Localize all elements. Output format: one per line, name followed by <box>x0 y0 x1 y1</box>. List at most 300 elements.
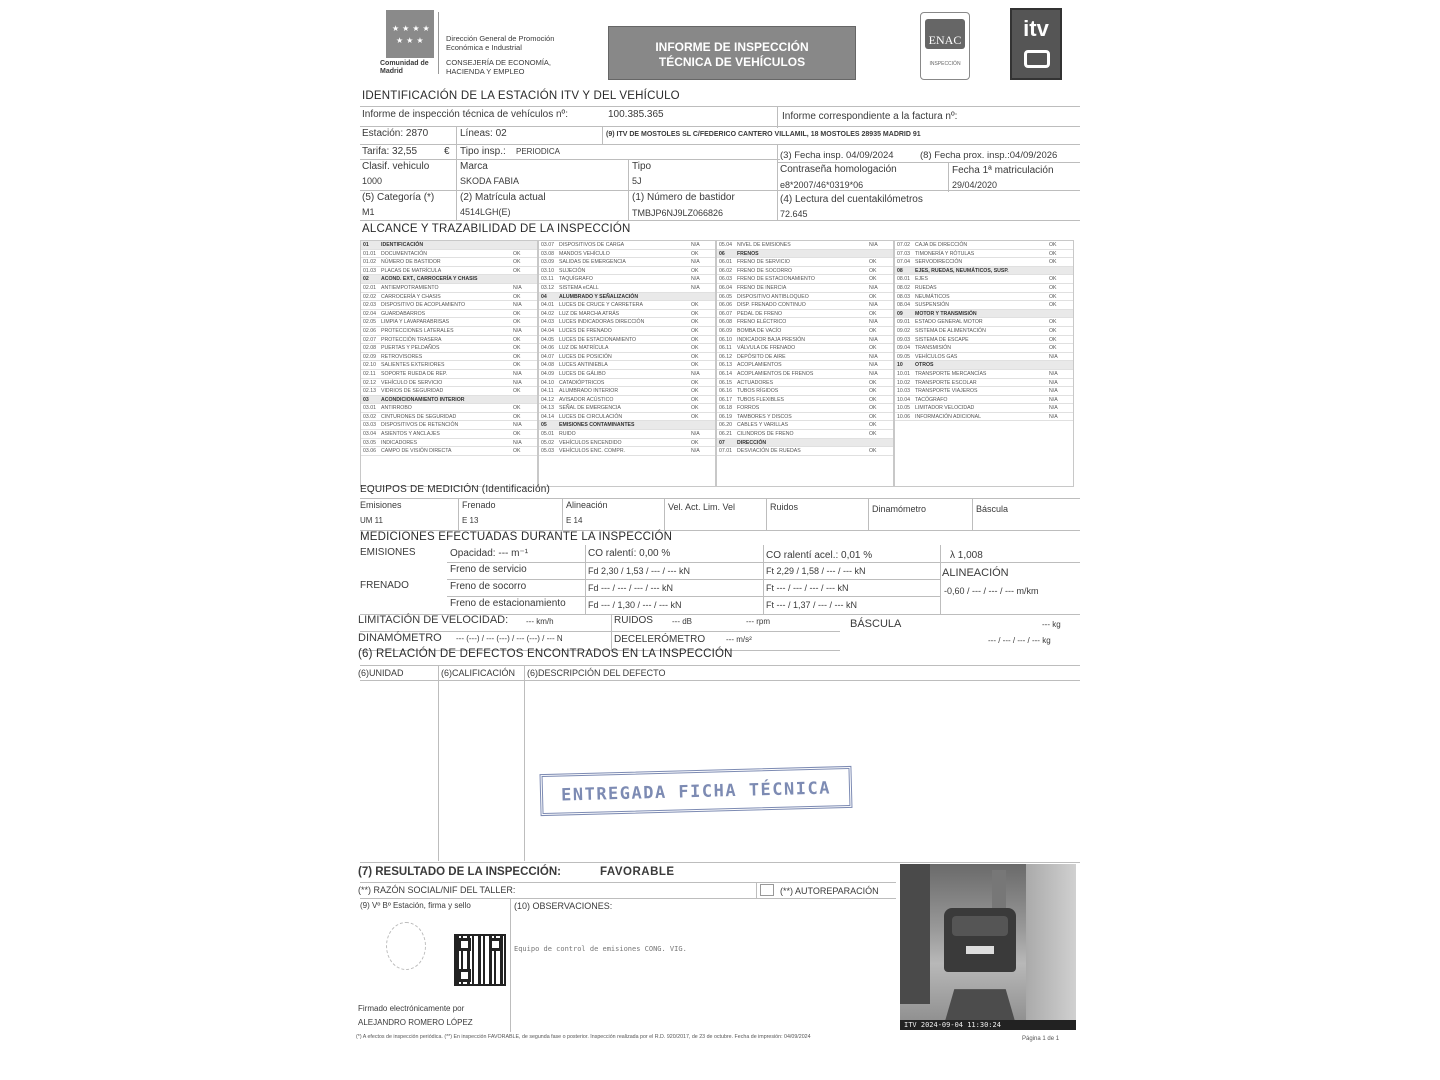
scope-item-row <box>361 353 537 362</box>
scope-item-desc: ANTIEMPOTRAMIENTO <box>381 284 439 291</box>
defects-section-title: (6) RELACIÓN DE DEFECTOS ENCONTRADOS EN LA INSPECCIÓN <box>358 648 733 660</box>
vehicle-photo <box>900 864 1076 1030</box>
scope-item-result: OK <box>1049 302 1057 309</box>
scope-item-code: 04.09 <box>541 370 554 377</box>
scope-item-result: OK <box>869 413 877 420</box>
parking-brake-label: Freno de estacionamiento <box>450 598 566 609</box>
scope-item-code: 04.12 <box>541 396 554 403</box>
scope-item-code: 05.01 <box>541 431 554 438</box>
scope-item-result: N/A <box>691 276 700 283</box>
co-idle-value: CO ralentí: 0,00 % <box>588 548 671 559</box>
homologation: e8*2007/46*0319*06 <box>780 180 864 190</box>
scope-item-code: 10.02 <box>897 379 910 386</box>
scope-item-row <box>895 275 1073 284</box>
scope-item-row <box>539 318 715 327</box>
scope-item-result: OK <box>869 431 877 438</box>
co-accel-value: CO ralentí acel.: 0,01 % <box>766 550 873 561</box>
scope-item-code: 10.06 <box>897 413 910 420</box>
scope-item-row <box>539 301 715 310</box>
scope-item-result: OK <box>691 267 699 274</box>
scope-item-desc: PEDAL DE FRENO <box>737 310 783 317</box>
scope-item-code: 06.20 <box>719 422 732 429</box>
directorate-name: Dirección General de Promoción Económica e Industrial <box>446 34 555 52</box>
scope-item-result: OK <box>513 353 521 360</box>
scope-item-code: 04.10 <box>541 379 554 386</box>
scope-item-result: OK <box>691 353 699 360</box>
scope-item-row <box>361 284 537 293</box>
scope-item-code: 05.04 <box>719 242 732 248</box>
scope-item-desc: TIMONERÍA Y RÓTULAS <box>915 250 975 257</box>
scope-item-desc: FRENO DE ESTACIONAMIENTO <box>737 276 815 283</box>
scope-item-code: 09.02 <box>897 327 910 334</box>
scope-item-desc: RETROVISORES <box>381 353 423 360</box>
scope-item-desc: LUZ DE MARCHA ATRÁS <box>559 310 620 317</box>
scope-item-code: 07 <box>719 439 725 446</box>
scope-item-row <box>539 250 715 259</box>
result-label: (7) RESULTADO DE LA INSPECCIÓN: <box>358 866 561 878</box>
scope-item-code: 04.14 <box>541 413 554 420</box>
scope-item-row <box>895 379 1073 388</box>
noise-rpm-value: --- rpm <box>746 617 770 626</box>
scope-item-code: 09.04 <box>897 345 910 352</box>
scope-item-code: 03.12 <box>541 284 554 291</box>
scope-item-row <box>895 241 1073 250</box>
scope-item-result: OK <box>691 388 699 395</box>
equipment-section-title: EQUIPOS DE MEDICIÓN (Identificación) <box>360 484 551 495</box>
scope-item-desc: AVISADOR ACÚSTICO <box>559 396 614 403</box>
scope-item-row <box>895 413 1073 422</box>
scope-item-code: 03.06 <box>363 448 376 455</box>
scope-item-desc: NEUMÁTICOS <box>915 293 950 300</box>
scope-item-result: OK <box>691 413 699 420</box>
scope-group-row <box>361 275 537 284</box>
scope-item-row <box>361 301 537 310</box>
scope-item-desc: ACTUADORES <box>737 379 774 386</box>
scope-item-row <box>895 396 1073 405</box>
scope-item-code: 02.07 <box>363 336 376 343</box>
inspection-lines: Líneas: 02 <box>460 128 507 139</box>
scope-item-row <box>539 275 715 284</box>
scope-group-row <box>895 310 1073 319</box>
scope-item-result: OK <box>513 362 521 369</box>
scope-item-row <box>717 421 893 430</box>
scope-column-2 <box>538 240 716 487</box>
scope-item-desc: TUBOS FLEXIBLES <box>737 396 784 403</box>
scope-item-code: 06.15 <box>719 379 732 386</box>
scope-item-row <box>539 439 715 448</box>
scope-item-desc: EMISIONES CONTAMINANTES <box>559 422 635 429</box>
page-number: Página 1 de 1 <box>1022 1036 1060 1042</box>
station-address: (9) ITV DE MOSTOLES SL C/FEDERICO CANTERO VILLAMIL, 18 MOSTOLES 28935 MADRID 91 <box>606 131 921 138</box>
scope-item-code: 06.08 <box>719 319 732 326</box>
scope-item-desc: CILINDROS DE FRENO <box>737 431 794 438</box>
scope-item-desc: SALIDAS DE EMERGENCIA <box>559 259 626 266</box>
equip-speed-label: Vel. Act. Lim. Vel <box>668 502 736 512</box>
inspection-type-label: Tipo insp.: <box>460 146 506 157</box>
scope-item-row <box>361 387 537 396</box>
equip-noise-label: Ruidos <box>770 502 799 512</box>
scope-item-result: OK <box>1049 319 1057 326</box>
scope-item-row <box>717 404 893 413</box>
scale-value-axles: --- / --- / --- / --- kg <box>988 636 1051 645</box>
scope-item-row <box>539 336 715 345</box>
next-inspection-date: (8) Fecha prox. insp.:04/09/2026 <box>920 150 1058 161</box>
alignment-value: -0,60 / --- / --- / --- m/km <box>944 586 1039 596</box>
scope-item-code: 07.03 <box>897 250 910 257</box>
equip-alignment-id: E 14 <box>566 516 583 525</box>
scope-section-title: ALCANCE Y TRAZABILIDAD DE LA INSPECCIÓN <box>362 223 631 235</box>
scope-item-result: OK <box>869 293 877 300</box>
scope-item-code: 04.04 <box>541 327 554 334</box>
scope-item-row <box>717 318 893 327</box>
scope-item-desc: SUSPENSIÓN <box>915 302 950 309</box>
alignment-label: ALINEACIÓN <box>942 567 1009 579</box>
scope-item-desc: DIRECCIÓN <box>737 439 767 446</box>
scope-item-code: 02.06 <box>363 327 376 334</box>
scope-item-desc: INDICADOR BAJA PRESIÓN <box>737 336 806 343</box>
scope-item-code: 04.07 <box>541 353 554 360</box>
scope-item-row <box>361 258 537 267</box>
scope-item-code: 08.02 <box>897 284 910 291</box>
scope-item-desc: EJES <box>915 276 928 283</box>
scope-item-result: OK <box>691 319 699 326</box>
inspection-type: PERIODICA <box>516 147 561 156</box>
scope-item-code: 06.09 <box>719 327 732 334</box>
scope-item-desc: TRANSPORTE ESCOLAR <box>915 379 977 386</box>
enac-label: ENAC <box>928 33 962 47</box>
scope-item-code: 06.13 <box>719 362 732 369</box>
scope-item-code: 04.11 <box>541 388 554 395</box>
scope-item-desc: SUJECIÓN <box>559 267 586 274</box>
delivered-technical-sheet-stamp <box>540 766 853 816</box>
scope-item-result: OK <box>1049 293 1057 300</box>
car-rear-shape <box>944 908 1016 972</box>
scope-item-desc: DEPÓSITO DE AIRE <box>737 353 786 360</box>
workshop-label: (**) RAZÓN SOCIAL/NIF DEL TALLER: <box>358 885 516 895</box>
scope-item-desc: SERVODIRECCIÓN <box>915 259 963 266</box>
scope-item-desc: CINTURONES DE SEGURIDAD <box>381 413 457 420</box>
scope-item-code: 09.01 <box>897 319 910 326</box>
noise-label: RUIDOS <box>614 615 653 626</box>
scope-item-row <box>539 353 715 362</box>
itv-label: itv <box>1023 16 1049 41</box>
scope-item-result: OK <box>869 379 877 386</box>
scope-item-result: N/A <box>513 422 522 429</box>
scope-item-desc: TACÓGRAFO <box>915 396 948 403</box>
scope-item-code: 06.14 <box>719 370 732 377</box>
scope-item-result: OK <box>691 362 699 369</box>
scope-item-row <box>361 361 537 370</box>
scope-item-code: 10.05 <box>897 405 910 412</box>
scope-item-desc: LUCES DE ESTACIONAMIENTO <box>559 336 637 343</box>
scope-item-result: OK <box>869 259 877 266</box>
stamp-text: ENTREGADA FICHA TÉCNICA <box>560 778 832 806</box>
scope-item-desc: VEHÍCULOS GAS <box>915 353 958 360</box>
scope-item-code: 04.01 <box>541 302 554 309</box>
scope-item-desc: LUCES DE CIRCULACIÓN <box>559 413 623 420</box>
scope-item-row <box>361 344 537 353</box>
scope-item-code: 02.02 <box>363 293 376 300</box>
scope-item-desc: TAMBORES Y DISCOS <box>737 413 792 420</box>
scope-item-desc: DISPOSITIVO ANTIBLOQUEO <box>737 293 809 300</box>
service-brake-front: Fd 2,30 / 1,53 / --- / --- kN <box>588 566 691 576</box>
scope-item-row <box>717 370 893 379</box>
speed-limit-label: LIMITACIÓN DE VELOCIDAD: <box>358 614 509 626</box>
scope-item-result: OK <box>1049 276 1057 283</box>
scope-item-code: 01.03 <box>363 267 376 274</box>
scope-item-desc: CAJA DE DIRECCIÓN <box>915 242 968 248</box>
scope-item-desc: FORROS <box>737 405 760 412</box>
scope-item-result: OK <box>691 345 699 352</box>
photo-timestamp: ITV 2024-09-04 11:30:24 <box>900 1020 1076 1030</box>
brand: SKODA FABIA <box>460 176 520 186</box>
scope-item-result: OK <box>869 276 877 283</box>
scope-item-code: 06.06 <box>719 302 732 309</box>
tariff: Tarifa: 32,55 <box>362 146 418 157</box>
scope-item-row <box>717 267 893 276</box>
scope-item-code: 04.03 <box>541 319 554 326</box>
service-brake-rear: Ft 2,29 / 1,58 / --- / --- kN <box>766 566 866 576</box>
scope-item-row <box>717 327 893 336</box>
scope-item-row <box>539 387 715 396</box>
scope-item-row <box>717 241 893 250</box>
scope-item-desc: VEHÍCULOS ENC. COMPR. <box>559 448 626 455</box>
scope-item-row <box>717 301 893 310</box>
scope-item-result: OK <box>691 405 699 412</box>
parking-brake-front: Fd --- / 1,30 / --- / --- kN <box>588 600 682 610</box>
parking-brake-rear: Ft --- / 1,37 / --- / --- kN <box>766 600 857 610</box>
scope-item-code: 10 <box>897 362 903 369</box>
scope-item-desc: SISTEMA DE ESCAPE <box>915 336 969 343</box>
scope-item-result: OK <box>691 250 699 257</box>
homologation-label: Contraseña homologación <box>780 164 897 175</box>
identification-section-title: IDENTIFICACIÓN DE LA ESTACIÓN ITV Y DEL VEHÍCULO <box>362 90 680 102</box>
scope-item-code: 06.12 <box>719 353 732 360</box>
scope-item-row <box>717 336 893 345</box>
scope-item-desc: FRENOS <box>737 250 759 257</box>
scope-item-desc: DOCUMENTACIÓN <box>381 250 428 257</box>
scope-item-result: OK <box>691 302 699 309</box>
equip-emissions-label: Emisiones <box>360 500 402 510</box>
emergency-brake-label: Freno de socorro <box>450 581 527 592</box>
service-brake-label: Freno de servicio <box>450 564 527 575</box>
scope-item-result: N/A <box>691 284 700 291</box>
scope-item-row <box>361 318 537 327</box>
scope-item-code: 06.18 <box>719 405 732 412</box>
scope-item-result: N/A <box>513 284 522 291</box>
scope-column-1 <box>360 240 538 487</box>
scope-item-desc: LUCES DE FRENADO <box>559 327 612 334</box>
scope-item-desc: ACOPLAMIENTOS <box>737 362 782 369</box>
scope-item-result: OK <box>869 327 877 334</box>
scope-item-code: 02.12 <box>363 379 376 386</box>
scope-item-result: OK <box>869 422 877 429</box>
scope-item-code: 07.04 <box>897 259 910 266</box>
scale-label: BÁSCULA <box>850 618 902 630</box>
scope-item-row <box>717 293 893 302</box>
scope-item-result: N/A <box>869 336 878 343</box>
signed-by-name: ALEJANDRO ROMERO LÓPEZ <box>358 1018 473 1027</box>
first-registration: 29/04/2020 <box>952 180 998 190</box>
scope-item-desc: DISP. FRENADO CONTINUO <box>737 302 806 309</box>
scope-item-desc: ACOND. EXT., CARROCERÍA Y CHASIS <box>381 276 478 283</box>
scope-item-row <box>895 387 1073 396</box>
scope-item-desc: LUCES INDICADORAS DIRECCIÓN <box>559 319 645 326</box>
scope-item-code: 06.11 <box>719 345 732 352</box>
scope-item-desc: SISTEMA DE ALIMENTACIÓN <box>915 327 986 334</box>
scope-item-result: OK <box>1049 250 1057 257</box>
scope-item-result: OK <box>513 259 521 266</box>
invoice-label: Informe correspondiente a la factura nº: <box>782 111 958 122</box>
scope-item-code: 06.16 <box>719 388 732 395</box>
scope-item-row <box>717 447 893 456</box>
vehicle-class: 1000 <box>362 176 383 186</box>
scope-item-desc: FRENO ELÉCTRICO <box>737 319 787 326</box>
scope-item-desc: LUCES ANTINIEBLA <box>559 362 608 369</box>
dynamometer-value: --- (---) / --- (---) / --- (---) / --- N <box>456 634 563 643</box>
scope-item-result: OK <box>869 267 877 274</box>
scope-item-row <box>539 258 715 267</box>
scope-item-code: 08.04 <box>897 302 910 309</box>
scope-item-desc: VÁLVULA DE FRENADO <box>737 345 796 352</box>
scope-item-desc: CABLES Y VARILLAS <box>737 422 789 429</box>
scope-item-desc: TRANSPORTE VIAJEROS <box>915 388 978 395</box>
scope-group-row <box>539 421 715 430</box>
scope-item-code: 04.06 <box>541 345 554 352</box>
region-name: Comunidad de Madrid <box>380 60 429 75</box>
scope-item-result: N/A <box>1049 396 1058 403</box>
scope-item-code: 03.01 <box>363 405 376 412</box>
scope-item-code: 04.13 <box>541 405 554 412</box>
scope-item-code: 06 <box>719 250 725 257</box>
scope-item-row <box>539 379 715 388</box>
footer-note: (*) A efectos de inspección periódica. (**) En inspección FAVORABLE, de segunda fase o posterior. Inspección realizada por el R.D. 920/2017, de 23 de octubre. Fecha de impresión: 04/09/2024 <box>356 1034 811 1040</box>
scope-item-row <box>895 353 1073 362</box>
report-title-line2: TÉCNICA DE VEHÍCULOS <box>658 55 806 69</box>
scope-item-result: OK <box>513 250 521 257</box>
inspection-date: (3) Fecha insp. 04/09/2024 <box>780 150 894 161</box>
braking-label: FRENADO <box>360 580 409 591</box>
scope-item-result: N/A <box>869 319 878 326</box>
scope-group-row <box>361 396 537 405</box>
scope-item-desc: TAQUÍGRAFO <box>559 276 593 283</box>
scope-item-row <box>539 413 715 422</box>
scope-item-row <box>539 396 715 405</box>
scope-item-desc: SEÑAL DE EMERGENCIA <box>559 405 621 412</box>
odometer-label: (4) Lectura del cuentakilómetros <box>780 194 923 205</box>
scope-item-code: 04.08 <box>541 362 554 369</box>
scope-item-desc: PUERTAS Y PELDAÑOS <box>381 345 440 352</box>
scale-value-total: --- kg <box>1042 620 1061 629</box>
scope-item-result: N/A <box>691 431 700 438</box>
scope-item-desc: PROTECCIÓN TRASERA <box>381 336 442 343</box>
scope-item-row <box>361 421 537 430</box>
scope-item-result: OK <box>513 405 521 412</box>
scope-item-result: OK <box>1049 242 1057 248</box>
report-number: 100.385.365 <box>608 109 664 120</box>
scope-item-result: OK <box>869 345 877 352</box>
scope-item-result: OK <box>1049 327 1057 334</box>
scope-item-result: OK <box>513 336 521 343</box>
dynamometer-label: DINAMÓMETRO <box>358 632 442 644</box>
scope-item-code: 10.03 <box>897 388 910 395</box>
scope-group-row <box>361 241 537 250</box>
scope-group-row <box>717 439 893 448</box>
scope-item-row <box>895 327 1073 336</box>
scope-item-code: 06.01 <box>719 259 732 266</box>
scope-item-code: 01.02 <box>363 259 376 266</box>
plate-label: (2) Matrícula actual <box>460 192 546 203</box>
scope-item-desc: DISPOSITIVOS DE RETENCIÓN <box>381 422 459 429</box>
scope-item-code: 05 <box>541 422 547 429</box>
scope-item-code: 09.05 <box>897 353 910 360</box>
defects-grade-header: (6)CALIFICACIÓN <box>441 668 516 678</box>
scope-item-result: OK <box>513 448 521 455</box>
scope-item-result: OK <box>513 388 521 395</box>
scope-item-result: OK <box>513 267 521 274</box>
scope-item-row <box>539 404 715 413</box>
scope-item-row <box>895 284 1073 293</box>
scope-item-result: OK <box>513 431 521 438</box>
scope-item-code: 10.01 <box>897 370 910 377</box>
emergency-brake-front: Fd --- / --- / --- / --- kN <box>588 583 673 593</box>
scope-item-row <box>361 439 537 448</box>
scope-item-code: 08.03 <box>897 293 910 300</box>
scope-item-code: 03.04 <box>363 431 376 438</box>
scope-item-desc: LIMPIA Y LAVAPARABRISAS <box>381 319 450 326</box>
scope-item-row <box>895 318 1073 327</box>
scope-item-code: 03 <box>363 396 369 403</box>
scope-item-desc: SISTEMA eCALL <box>559 284 599 291</box>
scope-item-row <box>361 379 537 388</box>
scope-item-row <box>361 413 537 422</box>
category-label: (5) Categoría (*) <box>362 192 435 203</box>
scope-item-desc: SOPORTE RUEDA DE REP. <box>381 370 448 377</box>
scope-group-row <box>539 293 715 302</box>
scope-item-row <box>361 370 537 379</box>
scope-item-code: 03.02 <box>363 413 376 420</box>
scope-item-desc: MANDOS VEHÍCULO <box>559 250 610 257</box>
scope-item-result: OK <box>1049 259 1057 266</box>
scope-item-desc: LIMITADOR VELOCIDAD <box>915 405 975 412</box>
scope-item-result: OK <box>513 293 521 300</box>
scope-item-result: N/A <box>869 353 878 360</box>
scope-item-desc: IDENTIFICACIÓN <box>381 242 424 248</box>
scope-item-desc: CARROCERÍA Y CHASIS <box>381 293 441 300</box>
scope-item-result: OK <box>869 310 877 317</box>
equip-braking-id: E 13 <box>462 516 479 525</box>
scope-item-code: 03.03 <box>363 422 376 429</box>
scope-item-desc: LUCES DE GÁLIBO <box>559 370 606 377</box>
scope-item-code: 03.09 <box>541 259 554 266</box>
scope-item-code: 07.02 <box>897 242 910 248</box>
scope-item-code: 02.08 <box>363 345 376 352</box>
lambda-value: λ 1,008 <box>950 550 983 561</box>
scope-item-code: 06.03 <box>719 276 732 283</box>
scope-item-desc: OTROS <box>915 362 934 369</box>
ministry-name: CONSEJERÍA DE ECONOMÍA, HACIENDA Y EMPLEO <box>446 58 552 76</box>
scope-item-row <box>717 310 893 319</box>
equip-alignment-label: Alineación <box>566 500 608 510</box>
opacity-value: Opacidad: --- m⁻¹ <box>450 548 529 559</box>
scope-item-desc: PLACAS DE MATRÍCULA <box>381 267 442 274</box>
license-plate: 4514LGH(E) <box>460 207 511 217</box>
scope-item-result: N/A <box>1049 388 1058 395</box>
scope-item-code: 09 <box>897 310 903 317</box>
scope-item-result: OK <box>513 310 521 317</box>
scope-item-code: 04.05 <box>541 336 554 343</box>
scope-item-code: 03.10 <box>541 267 554 274</box>
